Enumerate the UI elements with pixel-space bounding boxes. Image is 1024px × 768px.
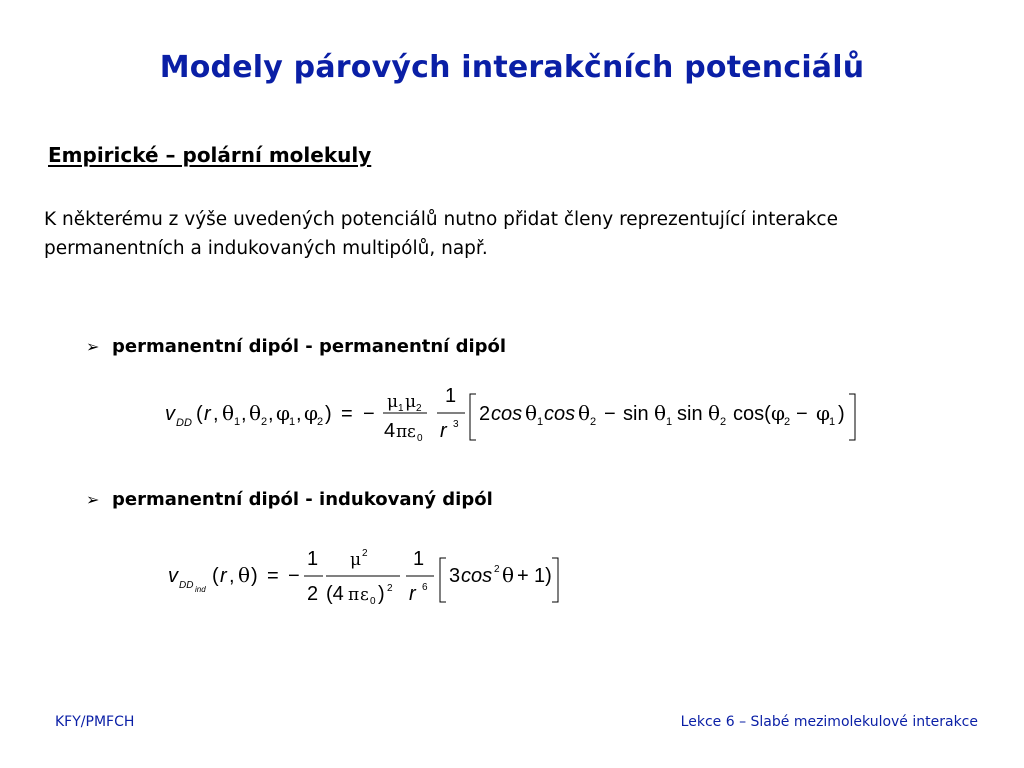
svg-text:6: 6 (422, 582, 428, 593)
svg-text:v: v (165, 403, 175, 425)
svg-text:1: 1 (537, 416, 544, 428)
svg-text:): ) (251, 565, 258, 587)
svg-text:μ: μ (405, 392, 417, 412)
svg-text:ε: ε (360, 585, 369, 605)
svg-text:(4: (4 (326, 583, 344, 605)
svg-text:r: r (220, 565, 227, 587)
svg-text:,: , (296, 403, 302, 425)
svg-text:1: 1 (829, 416, 836, 428)
svg-text:θ: θ (708, 401, 721, 425)
svg-text:θ: θ (222, 401, 235, 425)
svg-text:2: 2 (362, 548, 368, 559)
svg-text:1: 1 (413, 548, 425, 570)
svg-text:θ: θ (578, 401, 591, 425)
svg-text:1: 1 (666, 416, 673, 428)
svg-text:2: 2 (494, 564, 500, 575)
formula-dipole-induced-svg (168, 540, 588, 615)
svg-text:0: 0 (370, 596, 376, 607)
bullet-item-dipole-induced (86, 489, 493, 510)
section-heading: Empirické – polární molekuly (48, 143, 372, 167)
bullet-label: permanentní dipól - indukovaný dipól (112, 489, 493, 510)
svg-text:2: 2 (416, 403, 422, 414)
svg-text:): ) (378, 583, 385, 605)
svg-text:ε: ε (407, 422, 416, 442)
svg-text:): ) (838, 403, 845, 425)
svg-text:r: r (204, 403, 211, 425)
svg-text:2: 2 (590, 416, 597, 428)
svg-text:θ: θ (654, 401, 667, 425)
svg-text:,: , (229, 565, 235, 587)
svg-text:cos(: cos( (733, 403, 771, 425)
formula-dipole-induced (168, 540, 588, 621)
svg-text:,: , (268, 403, 274, 425)
bullet-label: permanentní dipól - permanentní dipól (112, 336, 507, 357)
svg-text:=: = (267, 565, 279, 587)
svg-text:1: 1 (398, 403, 404, 414)
svg-text:ind: ind (195, 585, 206, 594)
svg-text:r: r (409, 583, 416, 605)
svg-text:sin: sin (677, 403, 703, 425)
footer-lecture-title: Lekce 6 – Slabé mezimolekulové interakce (680, 714, 978, 730)
svg-text:=: = (341, 403, 353, 425)
svg-text:,: , (241, 403, 247, 425)
svg-text:3: 3 (449, 565, 461, 587)
svg-text:2: 2 (387, 583, 393, 594)
intro-paragraph: K některému z výše uvedených potenciálů nutno přidat členy reprezentující interakce permanentních a indukovaných multipólů, např. (44, 209, 838, 259)
svg-text:4: 4 (384, 420, 396, 442)
svg-text:cos: cos (544, 403, 576, 425)
svg-text:(: ( (212, 565, 219, 587)
svg-text:−: − (288, 565, 300, 587)
svg-text:θ: θ (249, 401, 262, 425)
svg-text:μ: μ (350, 550, 362, 570)
svg-text:,: , (213, 403, 219, 425)
svg-text:−: − (363, 403, 375, 425)
svg-text:0: 0 (417, 433, 423, 444)
arrow-bullet-icon: ➢ (86, 337, 100, 356)
svg-text:−: − (796, 403, 808, 425)
svg-text:2: 2 (317, 416, 324, 428)
svg-text:1: 1 (307, 548, 319, 570)
svg-text:1: 1 (234, 416, 241, 428)
svg-text:2: 2 (307, 583, 319, 605)
svg-text:v: v (168, 565, 178, 587)
formula-dipole-dipole (165, 380, 875, 456)
svg-text:2: 2 (479, 403, 491, 425)
svg-text:1: 1 (289, 416, 296, 428)
svg-text:DD: DD (179, 580, 194, 591)
svg-text:−: − (604, 403, 616, 425)
svg-text:): ) (325, 403, 332, 425)
svg-text:2: 2 (261, 416, 268, 428)
svg-text:1: 1 (445, 385, 457, 407)
arrow-bullet-icon: ➢ (86, 490, 100, 509)
svg-text:π: π (396, 422, 408, 442)
svg-text:θ: θ (502, 563, 515, 587)
bullet-item-dipole-dipole (86, 336, 506, 357)
svg-text:+: + (517, 565, 529, 587)
svg-text:μ: μ (387, 392, 399, 412)
svg-text:sin: sin (623, 403, 649, 425)
svg-text:φ: φ (771, 401, 786, 425)
svg-text:2: 2 (784, 416, 791, 428)
slide-title: Modely párových interakčních potenciálů (159, 50, 865, 85)
svg-text:π: π (348, 585, 360, 605)
svg-text:cos: cos (491, 403, 523, 425)
svg-text:DD: DD (176, 417, 192, 429)
svg-text:2: 2 (720, 416, 727, 428)
svg-text:φ: φ (816, 401, 831, 425)
svg-text:3: 3 (453, 419, 459, 430)
svg-text:1): 1) (534, 565, 552, 587)
formula-dipole-dipole-svg (165, 380, 875, 450)
svg-text:φ: φ (276, 401, 291, 425)
svg-text:(: ( (196, 403, 203, 425)
svg-text:cos: cos (461, 565, 493, 587)
svg-text:θ: θ (238, 563, 251, 587)
svg-text:θ: θ (525, 401, 538, 425)
svg-text:r: r (440, 420, 447, 442)
footer-course-code: KFY/PMFCH (55, 714, 135, 730)
svg-text:φ: φ (304, 401, 319, 425)
